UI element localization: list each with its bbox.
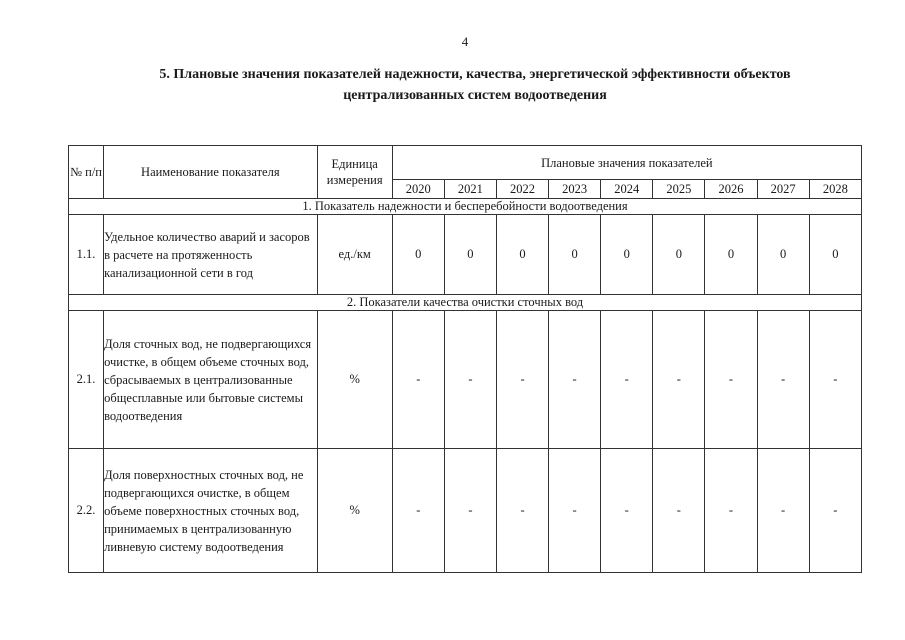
section-header: 1. Показатель надежности и бесперебойности водоотведения [69, 199, 862, 215]
year-header: 2022 [496, 180, 548, 199]
value-cell: - [809, 311, 861, 449]
value-cell: - [705, 311, 757, 449]
year-header: 2028 [809, 180, 861, 199]
row-number: 1.1. [69, 215, 104, 295]
value-cell: 0 [496, 215, 548, 295]
value-cell: - [444, 311, 496, 449]
unit-cell: ед./км [317, 215, 392, 295]
value-cell: - [705, 449, 757, 573]
header-name: Наименование показателя [104, 146, 318, 199]
value-cell: - [444, 449, 496, 573]
value-cell: - [392, 311, 444, 449]
title-line-1: 5. Плановые значения показателей надежности, качества, энергетической эффективности объектов [159, 67, 791, 82]
value-cell: - [653, 449, 705, 573]
indicator-name: Доля поверхностных сточных вод, не подвергающихся очистке, в общем объеме поверхностных сточных вод, принимаемых в централизованную ливневую систему водоотведения [104, 449, 318, 573]
indicator-name: Удельное количество аварий и засоров в расчете на протяженность канализационной сети в год [104, 215, 318, 295]
year-header: 2020 [392, 180, 444, 199]
value-cell: 0 [809, 215, 861, 295]
value-cell: - [392, 449, 444, 573]
header-planned: Плановые значения показателей [392, 146, 861, 180]
document-title [60, 64, 890, 106]
unit-cell: % [317, 311, 392, 449]
value-cell: 0 [444, 215, 496, 295]
indicator-name: Доля сточных вод, не подвергающихся очистке, в общем объеме сточных вод, сбрасываемых в централизованные общесплавные или бытовые системы водоотведения [104, 311, 318, 449]
value-cell: - [809, 449, 861, 573]
title-line-2: централизованных систем водоотведения [343, 88, 607, 103]
header-unit: Единица измерения [317, 146, 392, 199]
year-header: 2021 [444, 180, 496, 199]
year-header: 2023 [549, 180, 601, 199]
row-number: 2.1. [69, 311, 104, 449]
value-cell: 0 [549, 215, 601, 295]
value-cell: 0 [757, 215, 809, 295]
year-header: 2024 [601, 180, 653, 199]
value-cell: - [601, 449, 653, 573]
value-cell: - [653, 311, 705, 449]
value-cell: 0 [705, 215, 757, 295]
value-cell: - [549, 449, 601, 573]
planned-values-table [68, 145, 862, 573]
year-header: 2025 [653, 180, 705, 199]
value-cell: - [601, 311, 653, 449]
year-header: 2026 [705, 180, 757, 199]
row-number: 2.2. [69, 449, 104, 573]
value-cell: - [496, 311, 548, 449]
value-cell: - [757, 311, 809, 449]
value-cell: - [496, 449, 548, 573]
value-cell: - [757, 449, 809, 573]
header-num: № п/п [69, 146, 104, 199]
value-cell: 0 [601, 215, 653, 295]
value-cell: - [549, 311, 601, 449]
page-number: 4 [461, 34, 469, 49]
value-cell: 0 [392, 215, 444, 295]
section-header: 2. Показатели качества очистки сточных вод [69, 295, 862, 311]
unit-cell: % [317, 449, 392, 573]
value-cell: 0 [653, 215, 705, 295]
year-header: 2027 [757, 180, 809, 199]
